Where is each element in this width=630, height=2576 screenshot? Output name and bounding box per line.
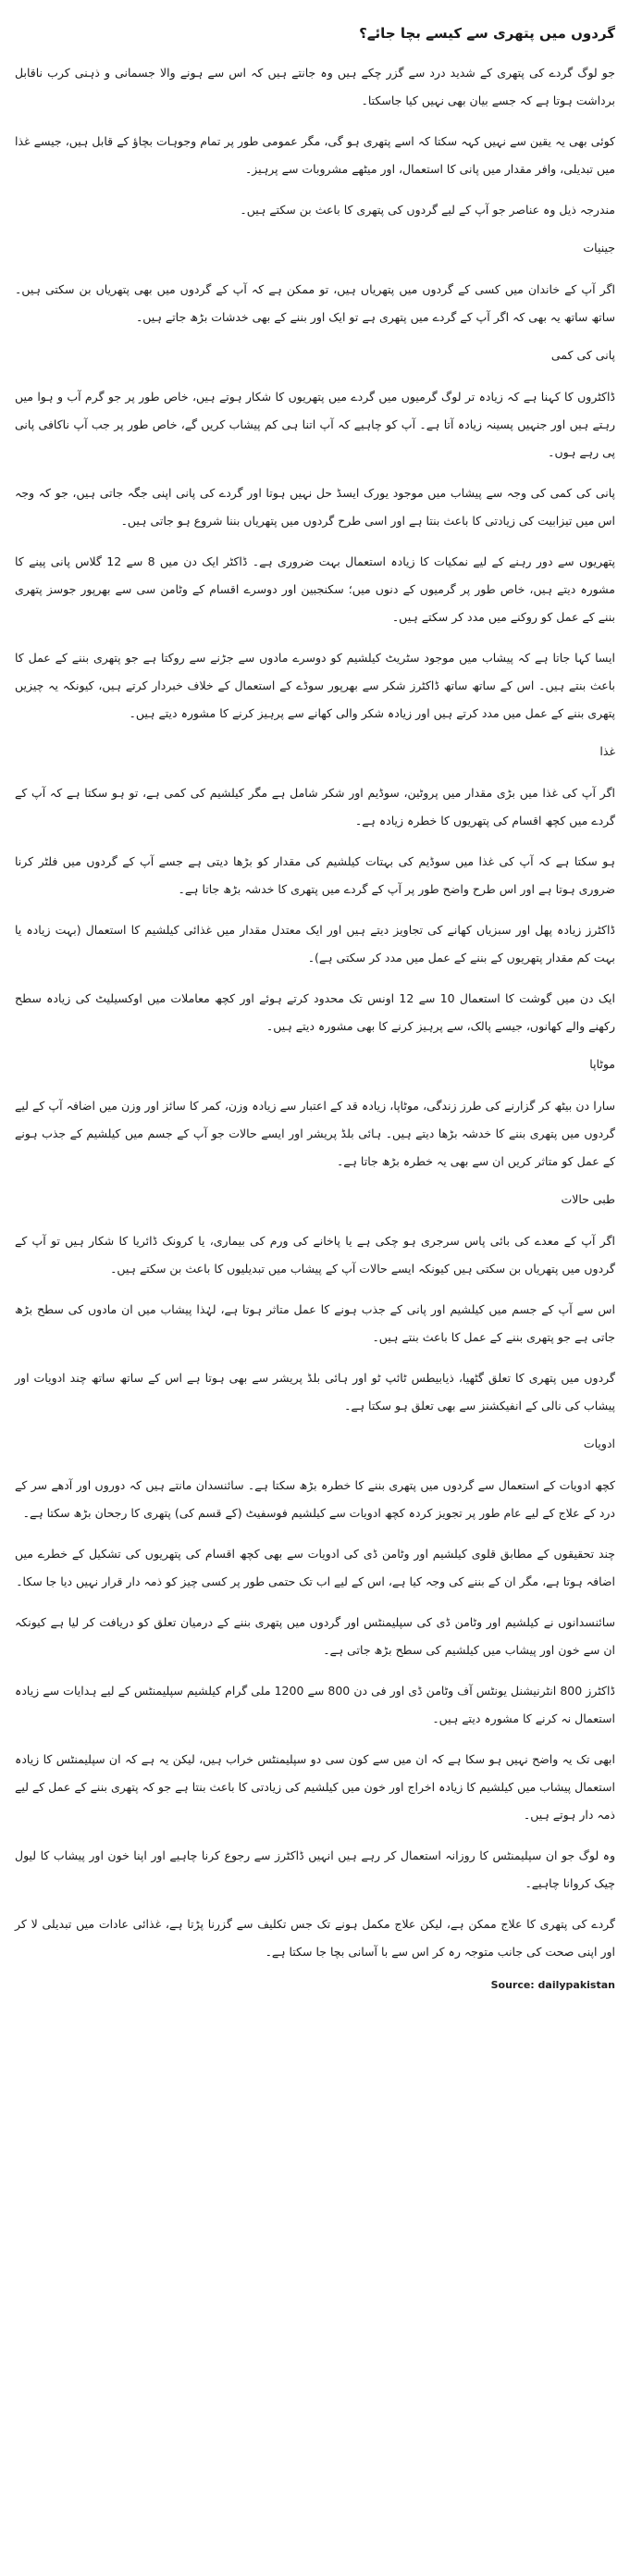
paragraph: کوئی بھی یہ یقین سے نہیں کہہ سکتا کہ اسے پتھری ہو گی، مگر عمومی طور پر تمام وجوہات بچاؤ کے قابل ہیں، جیسے غذا میں تبدیلی، وافر مقدار میں پانی کا استعمال، اور میٹھے مشروبات سے پرہیز۔ — [15, 134, 615, 176]
section-heading: غذا — [599, 744, 615, 758]
paragraph: مندرجہ ذیل وہ عناصر جو آپ کے لیے گردوں کی پتھری کا باعث بن سکتے ہیں۔ — [240, 203, 615, 217]
section-heading: ادویات — [583, 1437, 615, 1450]
paragraph: اگر آپ کے خاندان میں کسی کے گردوں میں پتھریاں ہیں، تو ممکن ہے کہ آپ کے گردوں میں بھی پتھریاں بن سکتی ہیں۔ ساتھ ساتھ یہ بھی کہ اگر آپ کے گردے میں پتھری ہے تو ایک اور بننے کے بھی خدشات بڑھ جاتے ہیں۔ — [15, 282, 615, 324]
source-credit: Source: dailypakistan — [490, 1979, 615, 1991]
paragraph: اگر آپ کی غذا میں بڑی مقدار میں پروٹین، سوڈیم اور شکر شامل ہے مگر کیلشیم کی کمی ہے، تو ہو سکتا ہے کہ آپ کے گردے میں کچھ اقسام کی پتھریوں کا خطرہ زیادہ ہے۔ — [15, 786, 615, 828]
paragraph: سارا دن بیٹھ کر گزارنے کی طرز زندگی، موٹاپا، زیادہ قد کے اعتبار سے زیادہ وزن، کمر کا سائز اور وزن میں اضافہ آپ کے لیے گردوں میں پتھری بننے کا خدشہ بڑھا دیتے ہیں۔ ہائی بلڈ پریشر اور ایسے حالات جو آپ کے جسم میں کیلشیم کے جذب ہونے کے عمل کو متاثر کریں ان سے بھی یہ خطرہ بڑھ جاتا ہے۔ — [15, 1099, 615, 1168]
paragraph: ڈاکٹرز زیادہ پھل اور سبزیاں کھانے کی تجاویز دیتے ہیں اور ایک معتدل مقدار میں غذائی کیلشیم کا استعمال (بہت زیادہ یا بہت کم مقدار پتھریوں کے بننے کے عمل میں مدد کر سکتی ہے)۔ — [15, 923, 615, 964]
paragraph: ابھی تک یہ واضح نہیں ہو سکا ہے کہ ان میں سے کون سی دو سپلیمنٹس خراب ہیں، لیکن یہ ہے کہ ان سپلیمنٹس کا زیادہ استعمال پیشاب میں کیلشیم کا زیادہ اخراج اور خون میں کیلشیم کی زیادتی کا باعث بنتا ہے جو کہ پتھری بننے کے عمل کے لیے ذمہ دار ہوتے ہیں۔ — [15, 1752, 615, 1822]
paragraph: ڈاکٹروں کا کہنا ہے کہ زیادہ تر لوگ گرمیوں میں گردے میں پتھریوں کا شکار ہوتے ہیں، خاص طور پر جو گرم آب و ہوا میں رہتے ہیں اور جنہیں پسینہ زیادہ آتا ہے۔ آپ کو چاہیے کہ آپ اتنا ہی کم پیشاب کریں گے، خاص طور پر جب آپ ناکافی پانی پی رہے ہوں۔ — [15, 390, 615, 459]
paragraph: سائنسدانوں نے کیلشیم اور وٹامن ڈی کی سپلیمنٹس اور گردوں میں پتھری بننے کے درمیان تعلق کو دریافت کر لیا ہے کیونکہ ان سے خون اور پیشاب میں کیلشیم کی سطح بڑھ جاتی ہے۔ — [15, 1615, 615, 1657]
paragraph: ڈاکٹرز 800 انٹرنیشنل یونٹس آف وٹامن ڈی اور فی دن 800 سے 1200 ملی گرام کیلشیم سپلیمنٹس کے لیے ہدایات سے زیادہ استعمال نہ کرنے کا مشورہ دیتے ہیں۔ — [15, 1684, 615, 1725]
paragraph: اس سے آپ کے جسم میں کیلشیم اور پانی کے جذب ہونے کا عمل متاثر ہوتا ہے، لہٰذا پیشاب میں ان مادوں کی سطح بڑھ جاتی ہے جو پتھری بننے کے عمل کا باعث بنتے ہیں۔ — [15, 1302, 615, 1344]
paragraph: ایسا کہا جاتا ہے کہ پیشاب میں موجود سٹریٹ کیلشیم کو دوسرے مادوں سے جڑنے سے روکتا ہے جو پتھری بننے کے عمل کا باعث بنتے ہیں۔ اس کے ساتھ ساتھ ڈاکٹرز شکر سے بھرپور سوڈے کے استعمال کے خلاف خبردار کرتے ہیں، کیونکہ یہ چیزیں پتھری بننے کے عمل میں مدد کرتے ہیں اور زیادہ شکر والی کھانے سے پرہیز کرنے کا مشورہ دیتے ہیں۔ — [15, 651, 615, 720]
section-heading: طبی حالات — [561, 1192, 615, 1206]
article-title: گردوں میں پتھری سے کیسے بچا جائے؟ — [359, 25, 615, 42]
paragraph: ایک دن میں گوشت کا استعمال 10 سے 12 اونس تک محدود کرتے ہوئے اور کچھ معاملات میں اوکسیلیٹ کی زیادہ سطح رکھنے والے کھانوں، جیسے پالک، سے پرہیز کرنے کا بھی مشورہ دیتے ہیں۔ — [15, 991, 616, 1033]
paragraph: جو لوگ گردے کی پتھری کے شدید درد سے گزر چکے ہیں وہ جانتے ہیں کہ اس سے ہونے والا جسمانی و ذہنی کرب ناقابل برداشت ہوتا ہے کہ جسے بیان بھی نہیں کیا جاسکتا۔ — [15, 66, 615, 107]
paragraph: چند تحقیقوں کے مطابق قلوی کیلشیم اور وٹامن ڈی کی ادویات سے بھی کچھ اقسام کی پتھریوں کی تشکیل کے خطرے میں اضافہ ہوتا ہے، مگر ان کے بننے کی وجہ کیا ہے، اس کے لیے اب تک حتمی طور پر کسی چیز کو ذمہ دار قرار نہیں دیا جا سکا۔ — [15, 1547, 615, 1588]
section-heading: موٹاپا — [589, 1057, 615, 1071]
paragraph: اگر آپ کے معدے کی بائی پاس سرجری ہو چکی ہے یا پاخانے کی ورم کی بیماری، یا کرونک ڈائریا کا شکار ہیں تو آپ کے گردوں میں پتھریاں بن سکتی ہیں کیونکہ ایسے حالات آپ کے پیشاب میں تبدیلیوں کا باعث بن سکتے ہیں۔ — [15, 1234, 615, 1276]
paragraph: وہ لوگ جو ان سپلیمنٹس کا روزانہ استعمال کر رہے ہیں انہیں ڈاکٹرز سے رجوع کرنا چاہیے اور اپنا خون اور پیشاب کا لیول چیک کروانا چاہیے۔ — [15, 1848, 615, 1890]
paragraph: ہو سکتا ہے کہ آپ کی غذا میں سوڈیم کی بہتات کیلشیم کی مقدار کو بڑھا دیتی ہے جسے آپ کے گردوں میں فلٹر کرنا ضروری ہوتا ہے اور اس طرح واضح طور پر آپ کے گردے میں پتھری کا خدشہ بڑھ جاتا ہے۔ — [15, 854, 615, 896]
section-heading: پانی کی کمی — [550, 348, 615, 362]
paragraph: پتھریوں سے دور رہنے کے لیے نمکیات کا زیادہ استعمال بہت ضروری ہے۔ ڈاکٹر ایک دن میں 8 سے 12 گلاس پانی پینے کا مشورہ دیتے ہیں، خاص طور پر گرمیوں کے دنوں میں؛ سکنجبین اور دوسرے اقسام کے وٹامن سی سے بھرپور جوسز پتھری بننے کے عمل کو روکنے میں مدد کر سکتے ہیں۔ — [15, 554, 616, 624]
paragraph: کچھ ادویات کے استعمال سے گردوں میں پتھری بننے کا خطرہ بڑھ سکتا ہے۔ سائنسدان مانتے ہیں کہ دوروں اور آدھے سر کے درد کے علاج کے لیے عام طور پر تجویز کردہ کچھ ادویات سے کیلشیم فوسفیٹ (کے قسم کی) پتھری کا رجحان بڑھ سکتا ہے۔ — [15, 1478, 615, 1520]
section-heading: جینیات — [583, 241, 615, 255]
paragraph: گردوں میں پتھری کا تعلق گٹھیا، ذیابیطس ٹائپ ٹو اور ہائی بلڈ پریشر سے بھی ہوتا ہے اس کے ساتھ ساتھ چند ادویات اور پیشاب کی نالی کے انفیکشنز سے بھی تعلق ہو سکتا ہے۔ — [15, 1371, 615, 1412]
article-body — [15, 59, 615, 1966]
paragraph: گردے کی پتھری کا علاج ممکن ہے، لیکن علاج مکمل ہونے تک جس تکلیف سے گزرنا پڑتا ہے، غذائی عادات میں تبدیلی لا کر اور اپنی صحت کی جانب متوجہ رہ کر اس سے با آسانی بچا جا سکتا ہے۔ — [15, 1917, 615, 1959]
paragraph: پانی کی کمی کی وجہ سے پیشاب میں موجود یورک ایسڈ حل نہیں ہوتا اور گردے کی پانی اپنی جگہ جاتی ہیں، جو کہ وجہ اس میں تیزابیت کی زیادتی کا باعث بنتا ہے اور اسی طرح گردوں میں پتھریاں بننا شروع ہو جاتی ہیں۔ — [15, 486, 615, 528]
